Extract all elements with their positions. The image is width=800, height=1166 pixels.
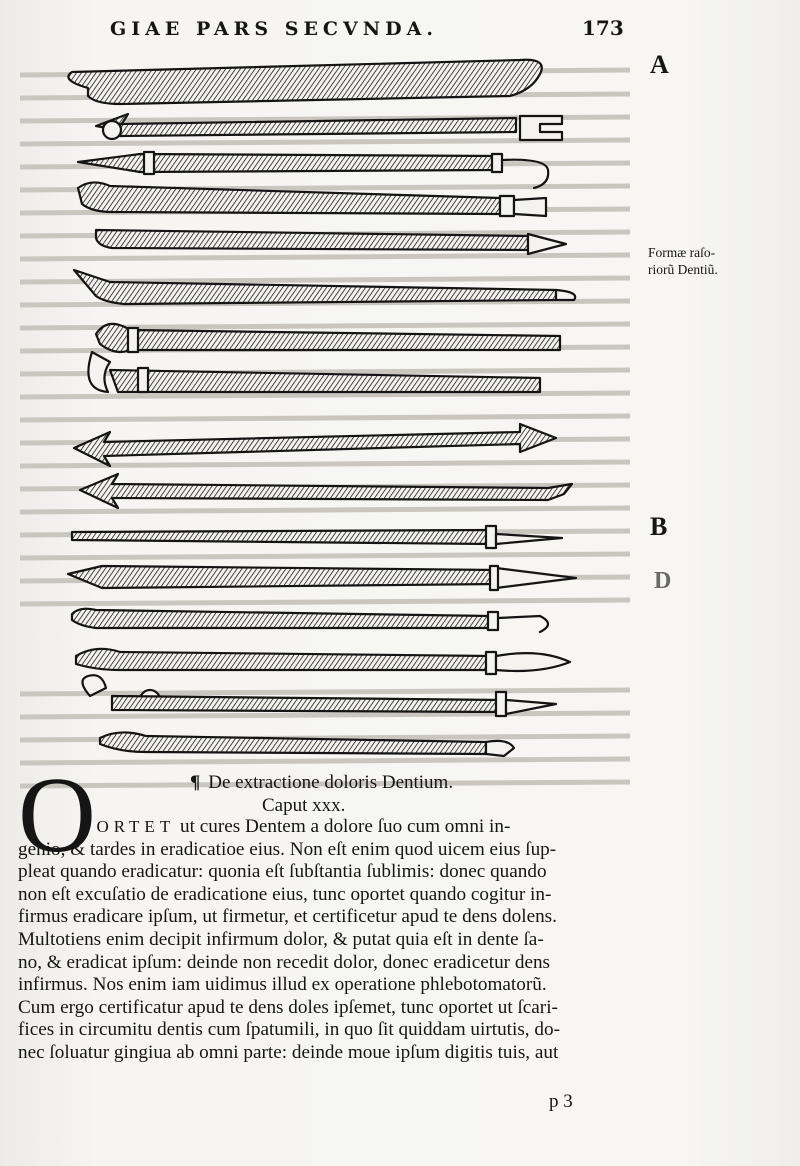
instrument-curved-blade [88,352,540,392]
opening-word: PORTET [82,817,176,836]
instrument-ring-scraper [82,675,556,716]
instrument-curved-rasp [68,60,541,104]
instrument-hook-pick [72,609,548,632]
instrument-flat-chisel [78,182,546,216]
page-number: 173 [582,16,624,40]
margin-letter-d: D [654,568,672,594]
margin-note-line: riorũ Dentiũ. [648,262,718,277]
body-line: infirmus. Nos enim iam uidimus illud ex operatione phlebotomatorũ. [18,974,547,996]
body-line: Cum ergo certificatur apud te dens doles ipſemet, tunc oportet ut ſcari- [18,996,558,1018]
margin-letter-b: B [650,512,668,541]
signature-mark: p 3 [549,1091,573,1112]
margin-note-line: Formæ raſo- [648,245,716,260]
chapter-title-text: De extractione doloris Dentium. [208,772,454,793]
body-line: pleat quando eradicatur: quonia eſt ſubſtantia ſublimis: donec quando [18,861,547,883]
instrument-forked-elevator [96,114,562,140]
instrument-arrow-probe [74,424,556,466]
instrument-small-scaler [100,732,514,756]
instrument-hooked-scaler [78,152,548,188]
body-line: nec ſoluatur gingiua ab omni parte: deinde moue ipſum digitis tuis, aut [18,1041,559,1063]
instrument-leaf-lancet [76,649,570,674]
body-text [18,816,642,1065]
body-line: fices in circumitu dentis cum ſpatumili, in quo ſit quiddam uirtutis, do- [18,1019,560,1041]
body-line: Multotiens enim decipit infirmum dolor, & putat quia eſt in dente ſa- [18,928,544,950]
instrument-lancet [96,230,566,254]
body-line: genio, & tardes in eradicatioe eius. Non eſt enim quod uicem eius ſup- [18,838,557,860]
running-head: GIAE PARS SECVNDA. [110,18,438,40]
body-line: non eſt excuſatio de eradicatione eius, tunc oportet quando cogitur in- [18,883,552,905]
instrument-bent-rasp [74,270,575,304]
chapter-title [190,772,453,794]
drop-cap: O [18,756,96,875]
body-first-line [18,816,642,839]
instrument-crescent-gouge [96,324,560,352]
instrument-double-probe [72,526,562,548]
pilcrow-mark: ¶ [190,772,201,793]
chapter-number: Caput xxx. [262,795,346,816]
instrument-leaf-spatula [68,566,576,590]
body-line: firmus eradicare ipſum, ut firmetur, et certificetur apud te dens dolens. [18,906,557,928]
instrument-hooked-elevator [80,474,572,508]
body-line: no, & eradicat ipſum: deinde non recedit dolor, donec eradicetur dens [18,951,551,973]
body-line: ut cures Dentem a dolore ſuo cum omni in- [180,816,511,837]
margin-letter-a: A [650,50,669,79]
